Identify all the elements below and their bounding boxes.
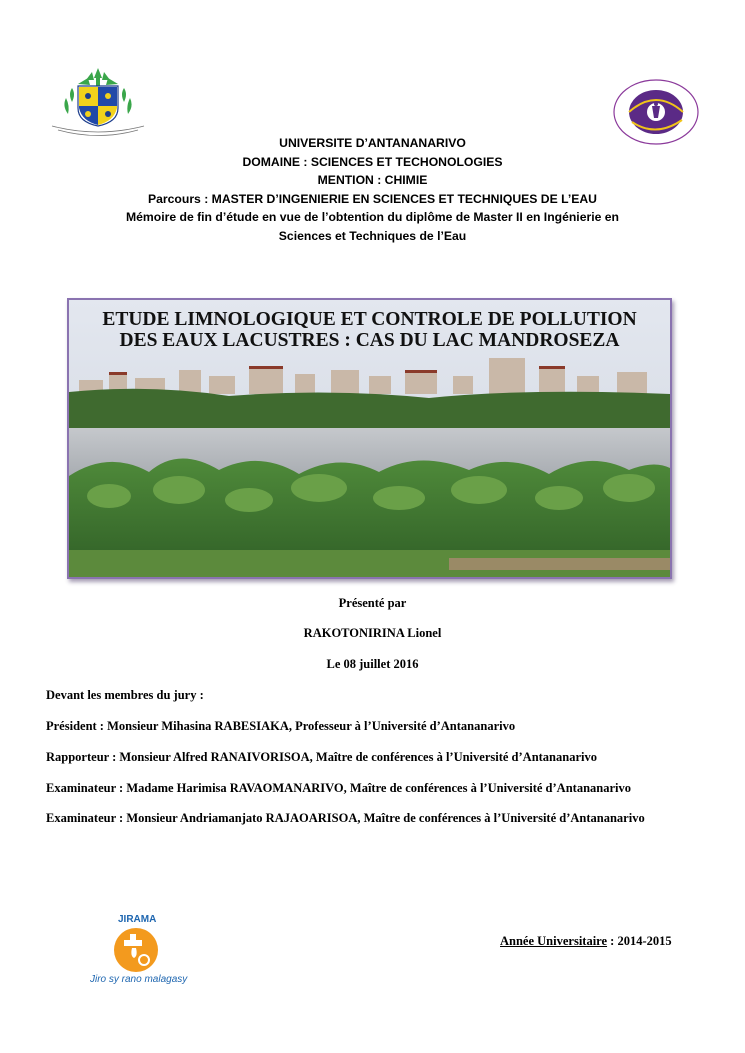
academic-year-label: Année Universitaire <box>500 934 608 948</box>
mention-line: MENTION : CHIMIE <box>317 173 428 188</box>
jury-member: Examinateur : Madame Harimisa RAVAOMANARIVO, Maître de conférences à l’Université d’Antananarivo <box>46 781 631 795</box>
author-name: RAKOTONIRINA Lionel <box>303 626 442 640</box>
jury-member: Président : Monsieur Mihasina RABESIAKA, Professeur à l’Université d’Antananarivo <box>46 719 516 733</box>
academic-year-value: : 2014-2015 <box>607 934 672 948</box>
thesis-title-line-2: DES EAUX LACUSTRES : CAS DU LAC MANDROSEZA <box>119 330 620 351</box>
defense-date: Le 08 juillet 2016 <box>326 657 419 671</box>
svg-text:Jiro sy rano malagasy: Jiro sy rano malagasy <box>90 974 188 985</box>
jirama-logo <box>80 910 190 990</box>
svg-text:JIRAMA: JIRAMA <box>118 914 157 925</box>
jury-intro: Devant les membres du jury : <box>46 688 204 702</box>
presented-by: Présenté par <box>338 596 407 610</box>
university-name: UNIVERSITE D’ANTANANARIVO <box>279 136 466 150</box>
header-block <box>0 134 745 246</box>
memoire-line-1: Mémoire de fin d’étude en vue de l’obtention du diplôme de Master II en Ingénierie en <box>126 210 619 225</box>
domain-line: DOMAINE : SCIENCES ET TECHONOLOGIES <box>242 154 503 169</box>
thesis-title-line-1: ETUDE LIMNOLOGIQUE ET CONTROLE DE POLLUTION <box>102 309 637 330</box>
memoire-line-2: Sciences et Techniques de l’Eau <box>278 228 467 243</box>
university-logo <box>48 64 148 144</box>
jury-member: Rapporteur : Monsieur Alfred RANAIVORISOA, Maître de conférences à l’Université d’Antananarivo <box>46 750 597 764</box>
jury-member: Examinateur : Monsieur Andriamanjato RAJAOARISOA, Maître de conférences à l’Université d’Antananarivo <box>46 811 645 825</box>
parcours-line: Parcours : MASTER D’INGENIERIE EN SCIENCES ET TECHNIQUES DE L’EAU <box>148 191 597 206</box>
academic-year <box>500 934 672 949</box>
thesis-title <box>67 309 672 351</box>
